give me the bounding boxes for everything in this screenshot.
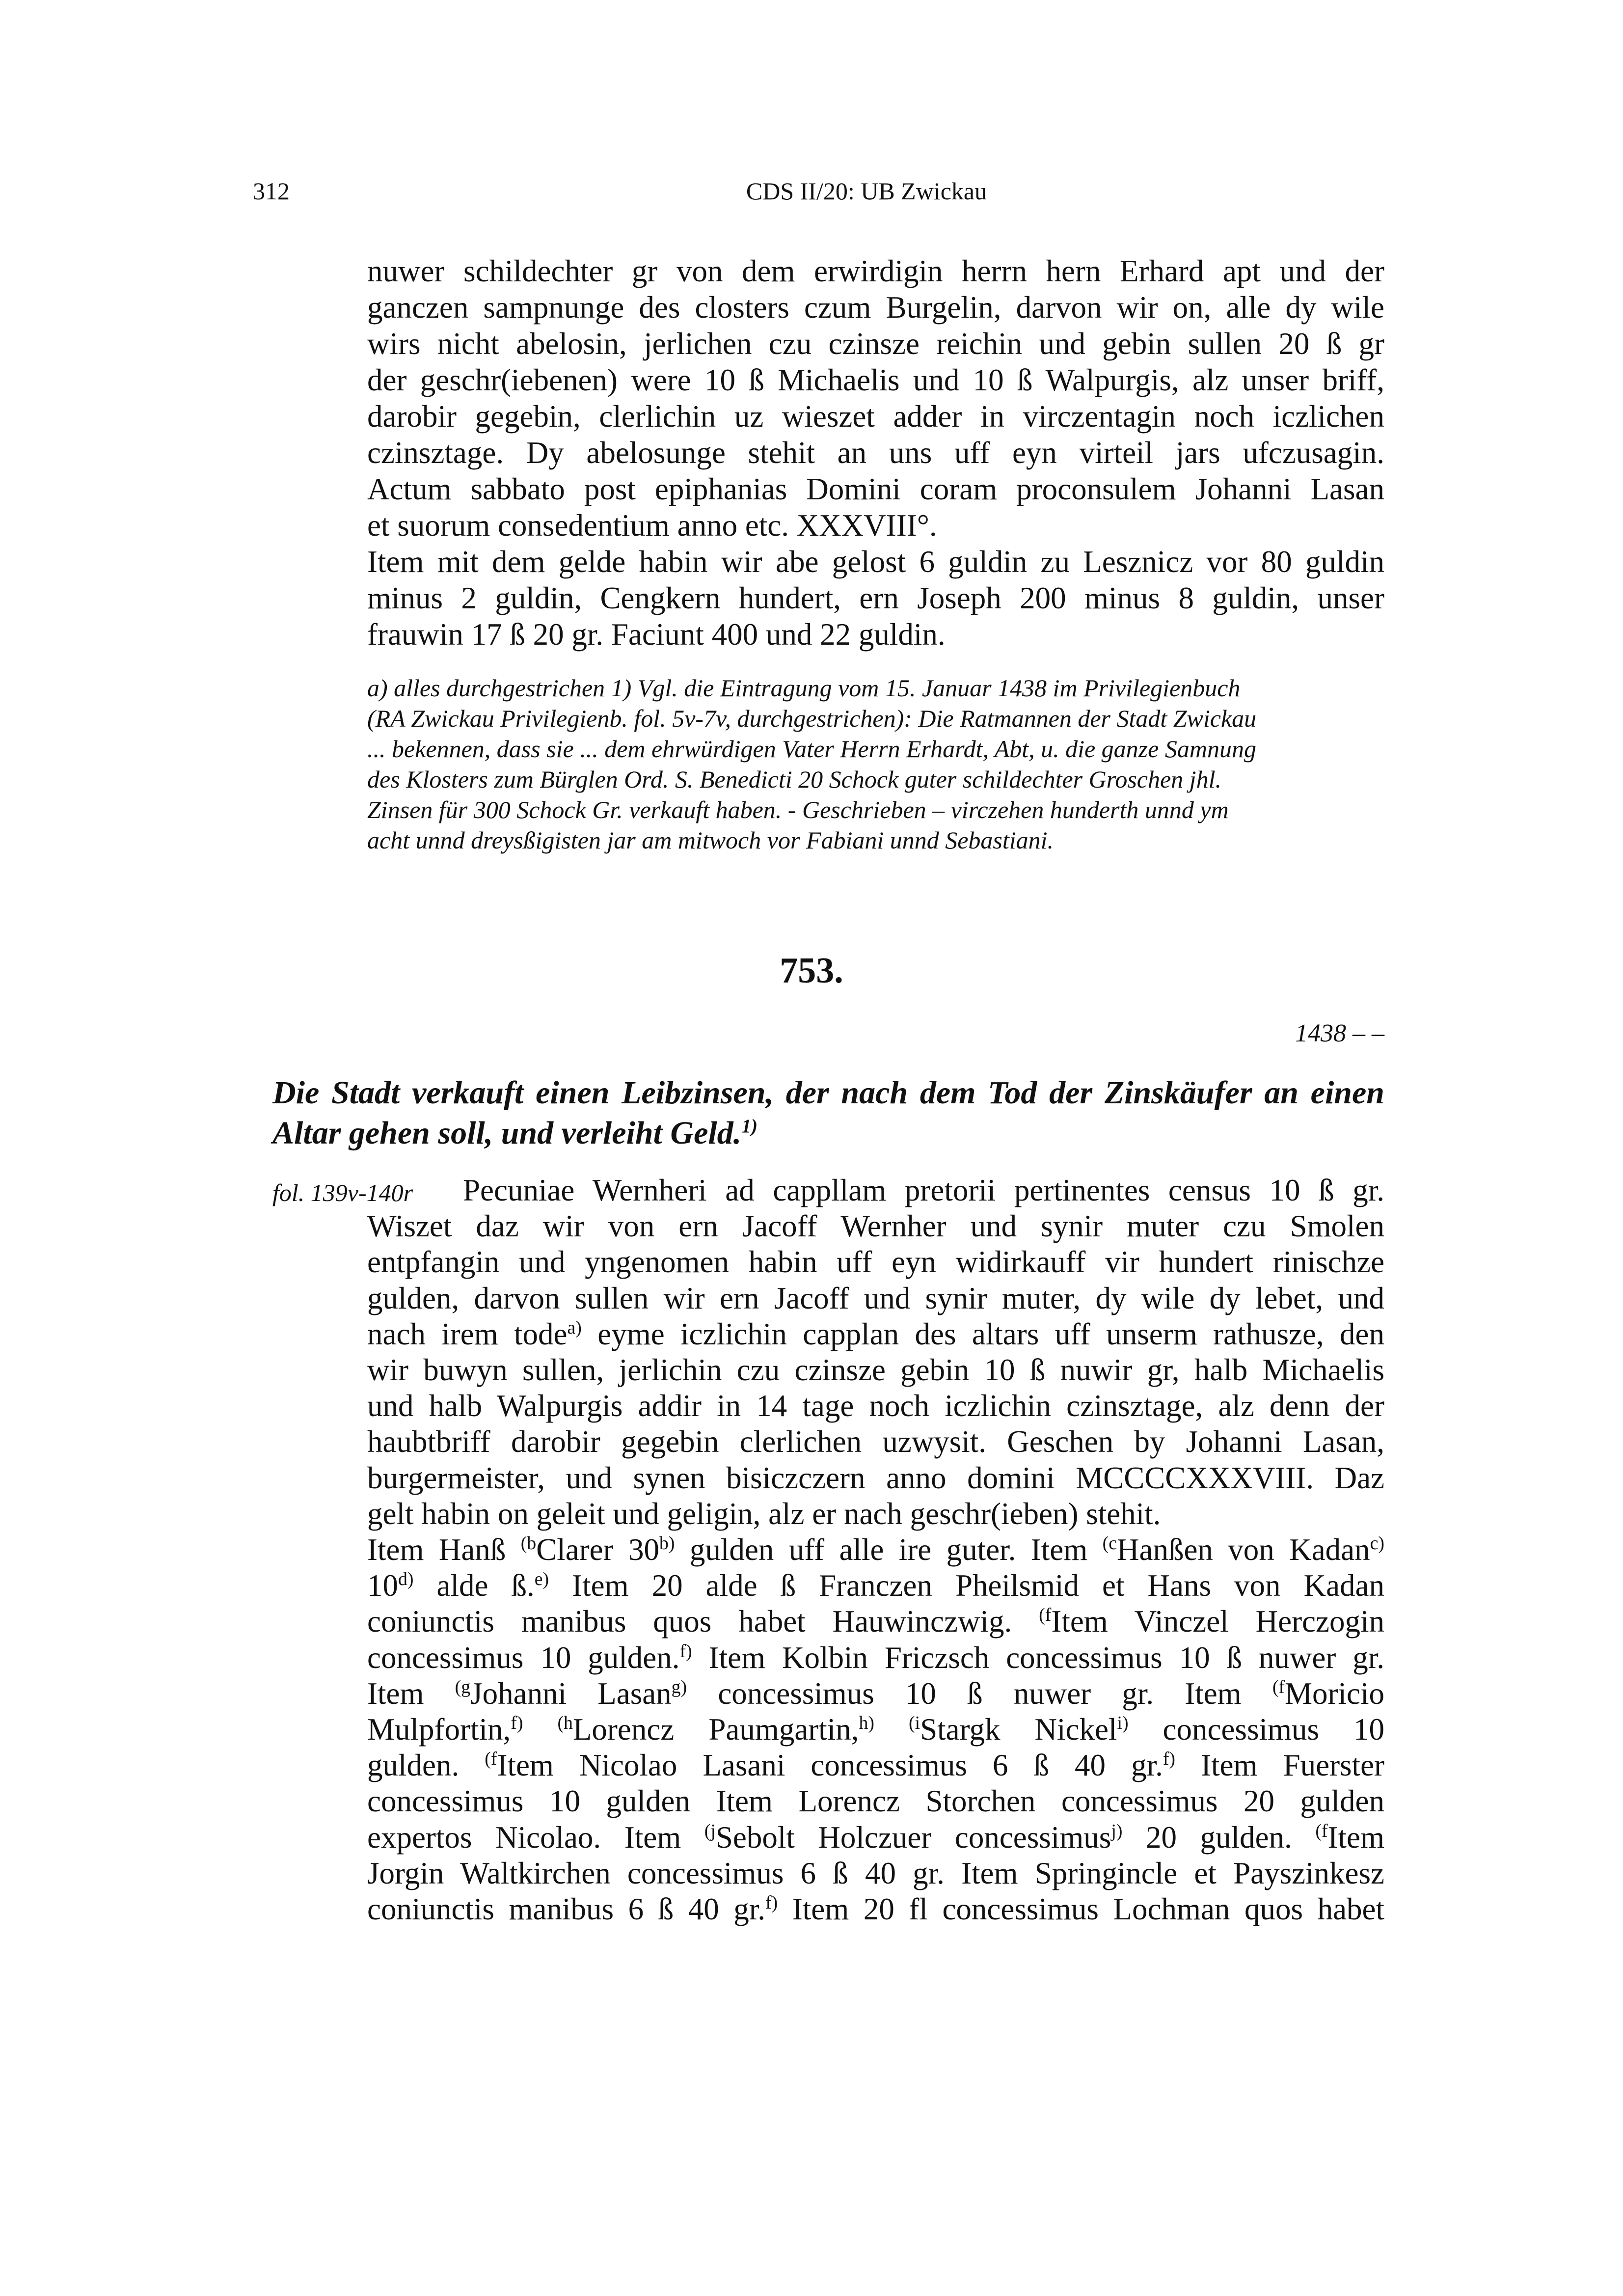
note-line: (RA Zwickau Privilegienb. fol. 5v-7v, durchgestrichen): Die Ratmannen der Stadt Zwickau bbox=[367, 705, 1257, 732]
text-segment: wir buwyn sullen, jerlichin czu czinsze gebin 10 ß nuwir gr, halb Michaelis bbox=[367, 1353, 1384, 1388]
text-segment: concessimus 10 bbox=[1128, 1712, 1385, 1747]
text-segment: Mulpfortin, bbox=[367, 1712, 511, 1747]
text-line bbox=[367, 1173, 1384, 1208]
text-segment: Item bbox=[367, 1676, 455, 1711]
top-paragraph bbox=[367, 253, 1384, 653]
text-line bbox=[367, 1281, 1384, 1316]
text-segment: alde ß. bbox=[413, 1568, 535, 1603]
regest-heading bbox=[272, 1073, 1384, 1153]
footnote-marker: j) bbox=[1111, 1820, 1123, 1841]
text-segment: Hanßen von Kadan bbox=[1116, 1532, 1370, 1567]
text-segment: concessimus 10 ß nuwer gr. Item bbox=[687, 1676, 1272, 1711]
text-line bbox=[367, 1783, 1384, 1819]
text-line: Actum sabbato post epiphanias Domini coram proconsulem Johanni Lasan bbox=[367, 472, 1384, 506]
footnote-marker: (b bbox=[520, 1533, 537, 1554]
page-number: 312 bbox=[253, 177, 290, 205]
text-line bbox=[367, 1856, 1384, 1891]
text-segment: concessimus 10 gulden. bbox=[367, 1640, 680, 1675]
footnote-marker: d) bbox=[398, 1569, 414, 1590]
text-segment: eyme iczlichin capplan des altars uff unserm rathusze, den bbox=[581, 1316, 1384, 1351]
text-segment: expertos Nicolao. Item bbox=[367, 1820, 704, 1855]
footnote-marker: f) bbox=[679, 1640, 692, 1662]
footnote-marker: f) bbox=[765, 1892, 778, 1913]
text-segment: und halb Walpurgis addir in 14 tage noch iczlichin czinsztage, alz denn der bbox=[367, 1389, 1384, 1423]
text-line: darobir gegebin, clerlichin uz wieszet adder in virczentagin noch iczlichen bbox=[367, 399, 1384, 434]
note-line: acht unnd dreysßigisten jar am mitwoch vor Fabiani unnd Sebastiani. bbox=[367, 826, 1054, 854]
regest-line bbox=[272, 1113, 1384, 1153]
footnote-marker: (c bbox=[1102, 1533, 1117, 1554]
footnote-marker: g) bbox=[671, 1676, 687, 1697]
footnote-marker: e) bbox=[534, 1569, 549, 1590]
document-date: 1438 – – bbox=[1295, 1019, 1384, 1047]
text-segment: 20 gulden. bbox=[1122, 1820, 1316, 1855]
footnote-marker: (g bbox=[455, 1676, 471, 1697]
text-line bbox=[367, 1891, 1384, 1927]
text-line bbox=[367, 1748, 1384, 1783]
text-line bbox=[367, 1244, 1384, 1280]
footnote-marker: h) bbox=[859, 1713, 875, 1734]
text-line bbox=[367, 1316, 1384, 1352]
text-line bbox=[367, 1712, 1384, 1748]
text-line bbox=[367, 1208, 1384, 1244]
text-line bbox=[367, 1676, 1384, 1712]
text-line: czinsztage. Dy abelosunge stehit an uns uff eyn virteil jars ufczusagin. bbox=[367, 436, 1384, 470]
footnote-marker: (f bbox=[1039, 1605, 1052, 1626]
note-line: a) alles durchgestrichen 1) Vgl. die Eintragung vom 15. Januar 1438 im Privilegienbuch bbox=[367, 674, 1241, 702]
note-line: des Klosters zum Bürglen Ord. S. Benedicti 20 Schock guter schildechter Groschen jhl. bbox=[367, 765, 1221, 793]
note-line: Zinsen für 300 Schock Gr. verkauft haben. - Geschrieben – virczehen hunderth unnd ym bbox=[367, 796, 1229, 823]
text-segment: Item 20 fl concessimus Lochman quos habet bbox=[778, 1892, 1384, 1927]
text-line: frauwin 17 ß 20 gr. Faciunt 400 und 22 guldin. bbox=[367, 617, 946, 652]
text-segment: Johanni Lasan bbox=[470, 1676, 672, 1711]
text-segment: coniunctis manibus 6 ß 40 gr. bbox=[367, 1892, 766, 1927]
text-segment: Item 20 alde ß Franczen Pheilsmid et Hans von Kadan bbox=[549, 1568, 1384, 1603]
text-segment: gulden uff alle ire guter. Item bbox=[675, 1532, 1103, 1567]
text-line bbox=[367, 1532, 1384, 1568]
text-segment: haubtbriff darobir gegebin clerlichen uzwysit. Geschen by Johanni Lasan, bbox=[367, 1424, 1384, 1459]
text-segment: entpfangin und yngenomen habin uff eyn widirkauff vir hundert rinischze bbox=[367, 1245, 1384, 1280]
text-segment: nach irem tode bbox=[367, 1316, 568, 1351]
text-line: nuwer schildechter gr von dem erwirdigin herrn hern Erhard apt und der bbox=[367, 254, 1384, 288]
text-line: wirs nicht abelosin, jerlichen czu czinsze reichin und gebin sullen 20 ß gr bbox=[367, 327, 1384, 361]
text-segment: Jorgin Waltkirchen concessimus 6 ß 40 gr. Item Springincle et Payszinkesz bbox=[367, 1856, 1384, 1890]
footnote-marker: (f bbox=[1315, 1820, 1328, 1841]
text-segment: 10 bbox=[367, 1568, 398, 1603]
text-segment: gulden, darvon sullen wir ern Jacoff und synir muter, dy wile dy lebet, und bbox=[367, 1281, 1384, 1315]
text-segment: Wiszet daz wir von ern Jacoff Wernher und synir muter czu Smolen bbox=[367, 1209, 1384, 1244]
document-number: 753. bbox=[780, 951, 843, 991]
text-segment: concessimus 10 gulden Item Lorencz Storchen concessimus 20 gulden bbox=[367, 1784, 1384, 1819]
text-line: et suorum consedentium anno etc. XXXVIII°. bbox=[367, 508, 937, 543]
footnote-marker: a) bbox=[567, 1317, 582, 1338]
running-title: CDS II/20: UB Zwickau bbox=[746, 177, 987, 205]
text-segment: Item Nicolao Lasani concessimus 6 ß 40 gr. bbox=[497, 1748, 1163, 1783]
text-line: der geschr(iebenen) were 10 ß Michaelis und 10 ß Walpurgis, alz unser briff, bbox=[367, 363, 1384, 397]
text-segment: Pecuniae Wernheri ad cappllam pretorii pertinentes census 10 ß gr. bbox=[463, 1173, 1384, 1207]
text-segment: Item Vinczel Herczogin bbox=[1051, 1604, 1384, 1639]
text-line: minus 2 guldin, Cengkern hundert, ern Joseph 200 minus 8 guldin, unser bbox=[367, 581, 1384, 615]
footnote-marker: (f bbox=[1272, 1676, 1285, 1697]
footnote-marker: f) bbox=[1163, 1749, 1176, 1770]
footnote-marker: (f bbox=[485, 1749, 497, 1770]
text-line bbox=[367, 1388, 1384, 1424]
footnote-marker: c) bbox=[1370, 1533, 1384, 1554]
text-line bbox=[367, 1820, 1384, 1856]
text-segment: Moricio bbox=[1285, 1676, 1384, 1711]
note-line: ... bekennen, dass sie ... dem ehrwürdigen Vater Herrn Erhardt, Abt, u. die ganze Samnung bbox=[367, 735, 1256, 763]
footnote-marker: (i bbox=[909, 1713, 920, 1734]
footnote-marker: (j bbox=[704, 1820, 716, 1841]
footnote-marker: 1) bbox=[741, 1115, 758, 1137]
text-segment: Stargk Nickel bbox=[920, 1712, 1117, 1747]
text-line: ganczen sampnunge des closters czum Burgelin, darvon wir on, alle dy wile bbox=[367, 290, 1384, 325]
text-segment: Lorencz Paumgartin, bbox=[572, 1712, 859, 1747]
regest-text: Altar gehen soll, und verleiht Geld. bbox=[272, 1115, 742, 1151]
text-segment: Item Fuerster bbox=[1175, 1748, 1385, 1783]
footnote-marker: (h bbox=[557, 1713, 573, 1734]
text-segment: Item bbox=[1327, 1820, 1384, 1855]
footnote-marker: f) bbox=[511, 1713, 523, 1734]
text-segment: Item Kolbin Friczsch concessimus 10 ß nuwer gr. bbox=[692, 1640, 1385, 1675]
text-segment: coniunctis manibus quos habet Hauwinczwig. bbox=[367, 1604, 1039, 1639]
text-segment: burgermeister, und synen bisiczczern anno domini MCCCCXXXVIII. Daz bbox=[367, 1460, 1384, 1495]
text-line bbox=[367, 1568, 1384, 1604]
text-line bbox=[367, 1496, 1384, 1532]
text-segment: Item Hanß bbox=[367, 1532, 521, 1567]
regest-line: Die Stadt verkauft einen Leibzinsen, der nach dem Tod der Zinskäufer an einen bbox=[272, 1075, 1384, 1111]
text-line bbox=[367, 1460, 1384, 1496]
text-line: Item mit dem gelde habin wir abe gelost 6 guldin zu Lesznicz vor 80 guldin bbox=[367, 545, 1384, 579]
text-segment: gelt habin on geleit und geligin, alz er nach geschr(ieben) stehit. bbox=[367, 1496, 1161, 1531]
footnote-marker: b) bbox=[659, 1533, 675, 1554]
text-line bbox=[367, 1352, 1384, 1388]
text-line bbox=[367, 1604, 1384, 1640]
document-body bbox=[367, 1173, 1384, 1927]
footnotes bbox=[367, 673, 1384, 855]
text-line bbox=[367, 1424, 1384, 1460]
text-segment: gulden. bbox=[367, 1748, 485, 1783]
text-segment: Clarer 30 bbox=[536, 1532, 660, 1567]
text-segment: Sebolt Holczuer concessimus bbox=[715, 1820, 1111, 1855]
text-line bbox=[367, 1640, 1384, 1676]
footnote-marker: i) bbox=[1117, 1713, 1129, 1734]
text-segment bbox=[523, 1712, 557, 1747]
text-segment bbox=[874, 1712, 909, 1747]
folio-reference: fol. 139v-140r bbox=[272, 1179, 413, 1206]
